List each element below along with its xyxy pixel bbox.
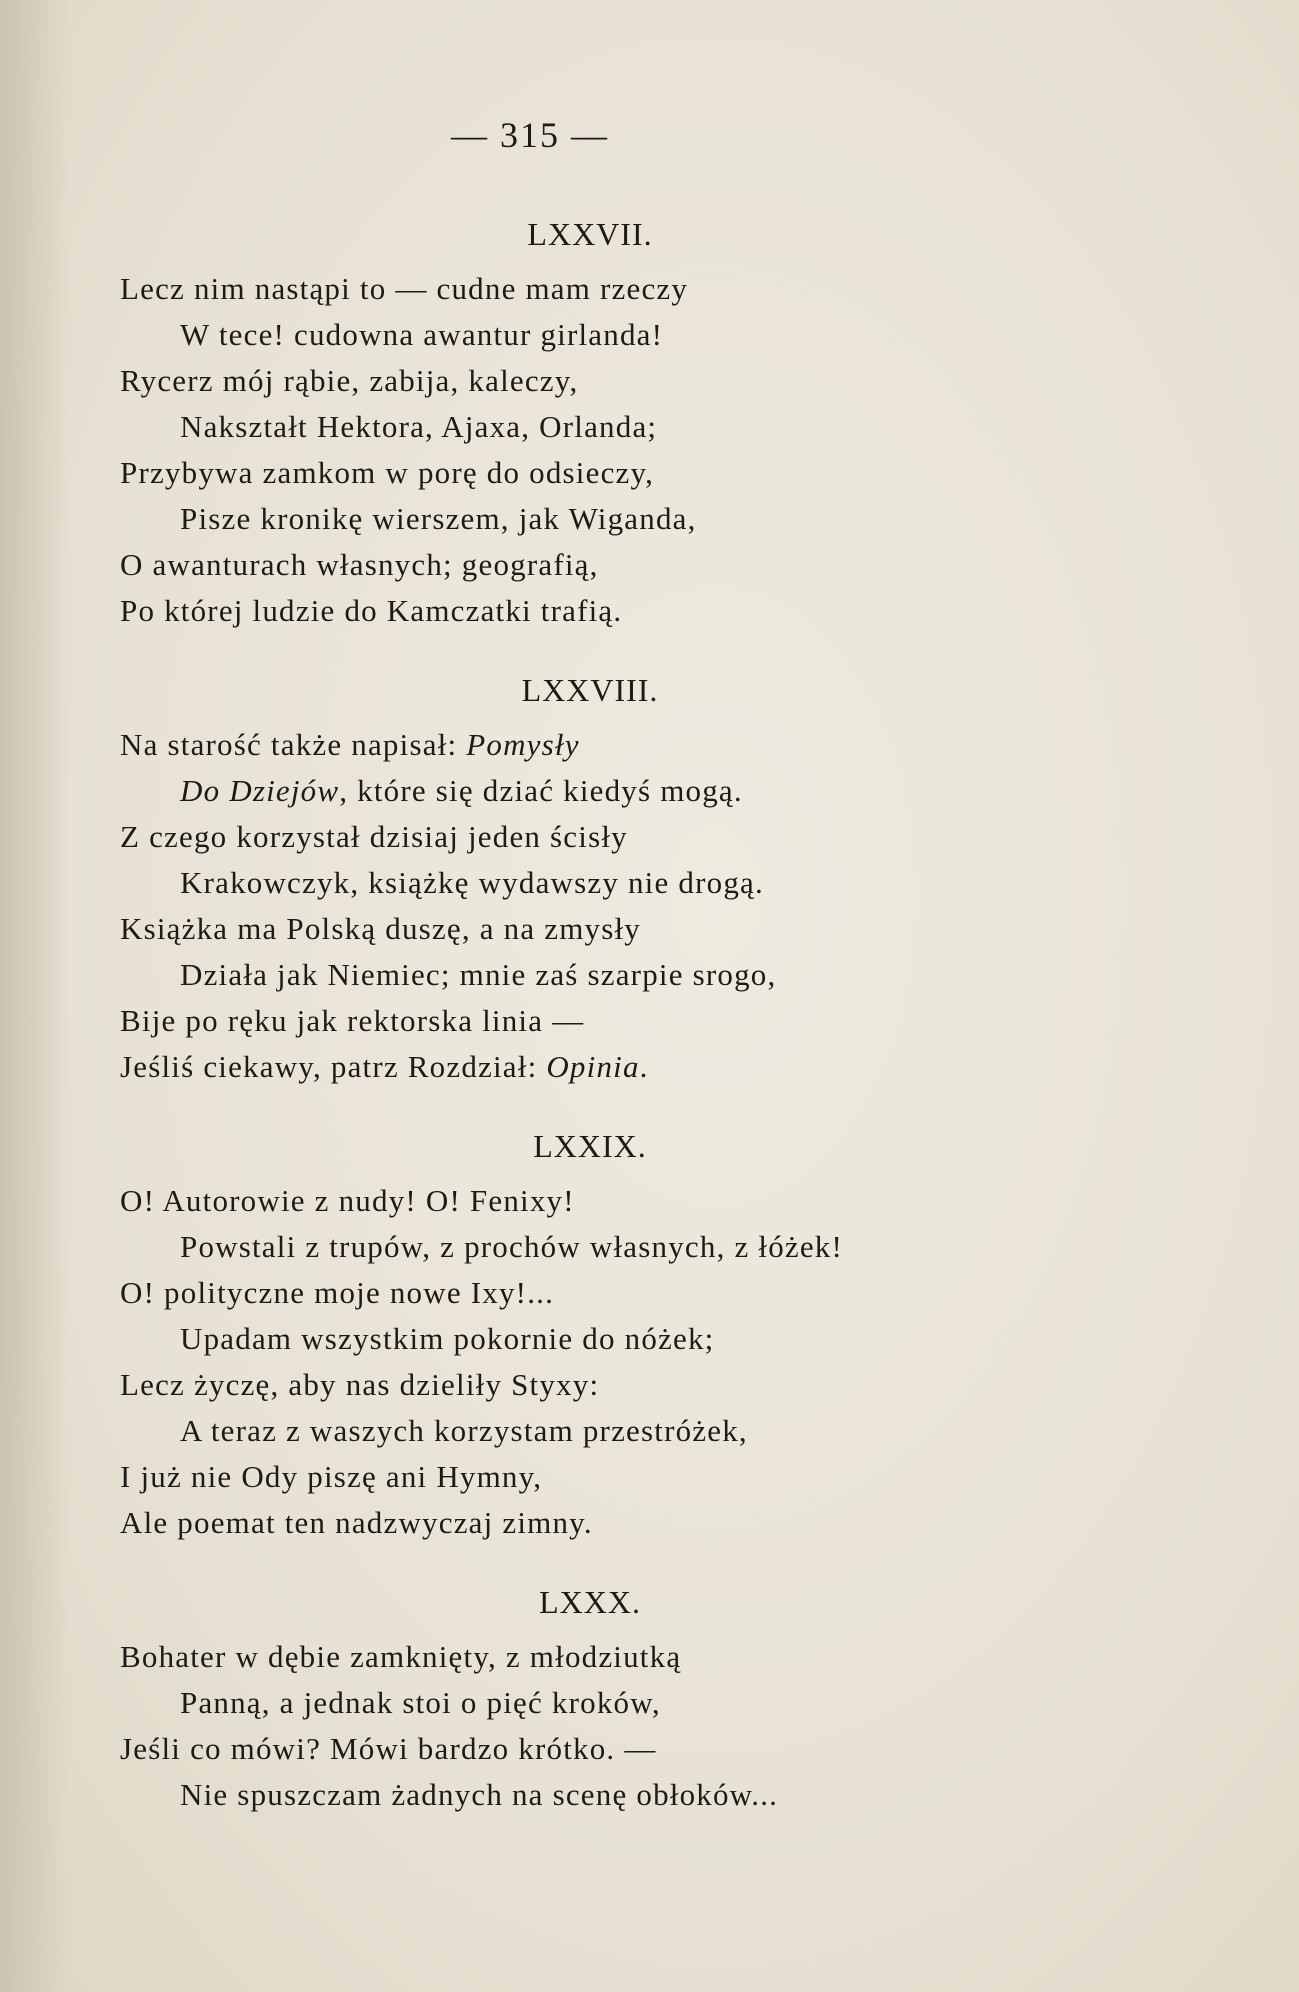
page-number: — 315 — bbox=[451, 115, 609, 155]
verse-line: I już nie Ody piszę ani Hymny, bbox=[120, 1459, 543, 1494]
verse-line: Działa jak Niemiec; mnie zaś szarpie srogo, bbox=[180, 957, 777, 992]
page-gutter-shadow bbox=[0, 0, 70, 1992]
stanza-lxxx bbox=[120, 1580, 1120, 1818]
verse-line: Z czego korzystał dzisiaj jeden ścisły bbox=[120, 819, 628, 854]
verse-line: Upadam wszystkim pokornie do nóżek; bbox=[180, 1321, 715, 1356]
verse-line: Nie spuszczam żadnych na scenę obłoków... bbox=[180, 1777, 779, 1812]
verse-line: Lecz życzę, aby nas dzieliły Styxy: bbox=[120, 1367, 600, 1402]
verse-line: Bohater w dębie zamknięty, z młodziutką bbox=[120, 1639, 682, 1674]
verse-line: Po której ludzie do Kamczatki trafią. bbox=[120, 593, 623, 628]
verse-line: Lecz nim nastąpi to — cudne mam rzeczy bbox=[120, 271, 689, 306]
stanza-title: LXXVIII. bbox=[521, 672, 659, 708]
stanza-lxxix bbox=[120, 1124, 1120, 1546]
verse-line: Panną, a jednak stoi o pięć kroków, bbox=[180, 1685, 661, 1720]
verse-line: Ale poemat ten nadzwyczaj zimny. bbox=[120, 1505, 593, 1540]
verse-line: Nakształt Hektora, Ajaxa, Orlanda; bbox=[180, 409, 658, 444]
verse-line: A teraz z waszych korzystam przestróżek, bbox=[180, 1413, 748, 1448]
verse-line: O! polityczne moje nowe Ixy!... bbox=[120, 1275, 555, 1310]
verse-line: Na starość także napisał: Pomysły bbox=[120, 727, 580, 762]
stanza-lxxviii bbox=[120, 668, 1120, 1090]
stanza-title: LXXIX. bbox=[533, 1128, 647, 1164]
verse-line: W tece! cudowna awantur girlanda! bbox=[180, 317, 664, 352]
verse-line: Do Dziejów, które się dziać kiedyś mogą. bbox=[180, 773, 743, 808]
stanza-lxxvii bbox=[120, 212, 1120, 634]
stanza-title: LXXVII. bbox=[527, 216, 653, 252]
page-text bbox=[120, 110, 1120, 1852]
verse-line: Książka ma Polską duszę, a na zmysły bbox=[120, 911, 641, 946]
verse-line: Bije po ręku jak rektorska linia — bbox=[120, 1003, 585, 1038]
stanza-title: LXXX. bbox=[539, 1584, 641, 1620]
verse-line: Powstali z trupów, z prochów własnych, z łóżek! bbox=[180, 1229, 844, 1264]
verse-line: Przybywa zamkom w porę do odsieczy, bbox=[120, 455, 655, 490]
verse-line: O awanturach własnych; geografią, bbox=[120, 547, 599, 582]
verse-line: Jeśli co mówi? Mówi bardzo krótko. — bbox=[120, 1731, 657, 1766]
verse-line: Jeśliś ciekawy, patrz Rozdział: Opinia. bbox=[120, 1049, 649, 1084]
verse-line: Rycerz mój rąbie, zabija, kaleczy, bbox=[120, 363, 579, 398]
verse-line: O! Autorowie z nudy! O! Fenixy! bbox=[120, 1183, 575, 1218]
verse-line: Krakowczyk, książkę wydawszy nie drogą. bbox=[180, 865, 764, 900]
verse-line: Pisze kronikę wierszem, jak Wiganda, bbox=[180, 501, 697, 536]
